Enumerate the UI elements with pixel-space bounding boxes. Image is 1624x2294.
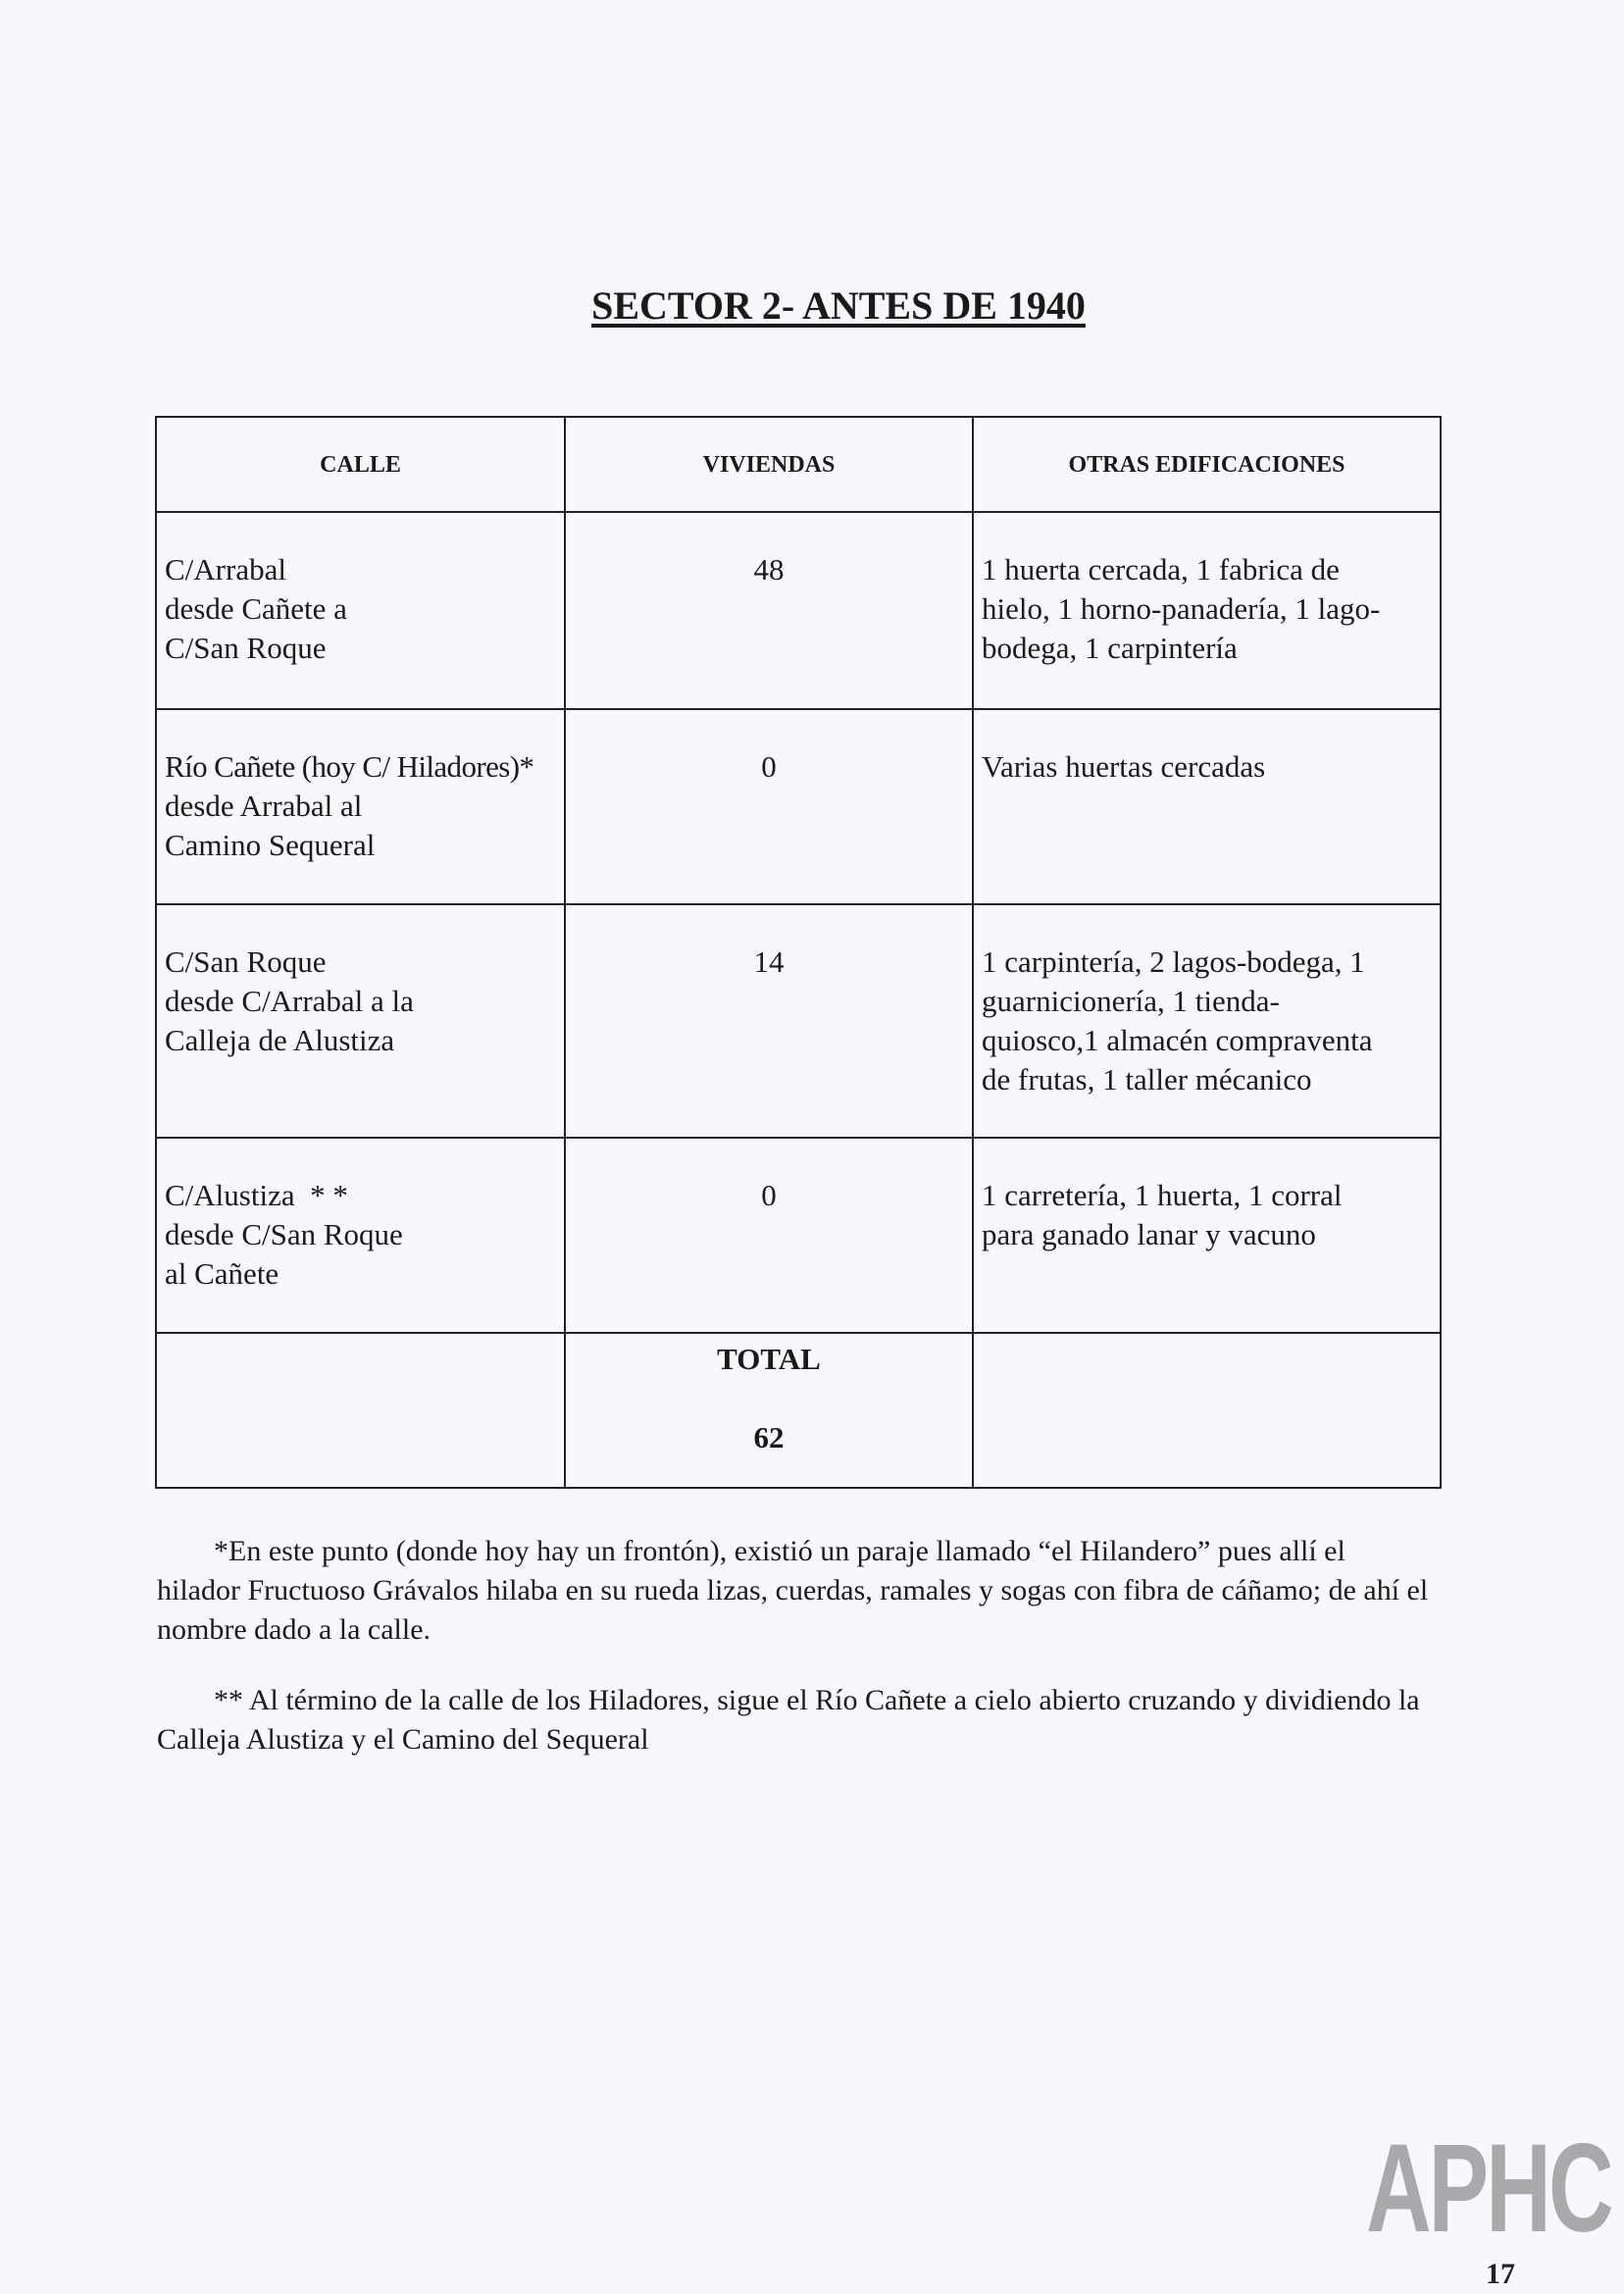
footnote-2: ** Al término de la calle de los Hiladores, sigue el Río Cañete a cielo abierto cruzando y dividiendo la Calleja Alustiza y el Camino del Sequeral [157, 1684, 1420, 1756]
total-label: TOTAL [717, 1342, 821, 1376]
calle-line: C/Alustiza * * [165, 1178, 348, 1212]
header-otras: OTRAS EDIFICACIONES [973, 417, 1441, 512]
header-calle: CALLE [156, 417, 565, 512]
table-row [156, 512, 1441, 709]
calle-line: C/San Roque [165, 631, 327, 665]
page-number: 17 [1486, 2258, 1515, 2290]
cell-total [565, 1333, 973, 1488]
cell-otras: 1 carretería, 1 huerta, 1 corral para ganado lanar y vacuno [973, 1138, 1441, 1333]
cell-viviendas: 14 [565, 904, 973, 1138]
cell-calle [156, 1138, 565, 1333]
calle-line: Camino Sequeral [165, 828, 376, 862]
calle-line: C/Arrabal [165, 552, 286, 586]
calle-line: Calleja de Alustiza [165, 1023, 395, 1057]
page-title: SECTOR 2- ANTES DE 1940 [591, 283, 1086, 328]
cell-viviendas: 48 [565, 512, 973, 709]
table-row [156, 709, 1441, 904]
table-row [156, 904, 1441, 1138]
calle-line: desde C/San Roque [165, 1217, 403, 1251]
calle-line: desde C/Arrabal a la [165, 984, 414, 1018]
sector-table [155, 416, 1442, 1489]
table-header [156, 417, 1441, 512]
table-row [156, 1138, 1441, 1333]
total-row [156, 1333, 1441, 1488]
footnote-1: *En este punto (donde hoy hay un frontón), existió un paraje llamado “el Hilandero” pues allí el hilador Fructuoso Grávalos hilaba en su rueda lizas, cuerdas, ramales y sogas con fibra de cáñamo; de ahí el nombre dado a la calle. [157, 1535, 1429, 1646]
calle-line: desde Arrabal al [165, 789, 363, 823]
calle-line: Río Cañete (hoy C/ Hiladores)* [165, 749, 534, 784]
cell-viviendas: 0 [565, 709, 973, 904]
cell-empty [973, 1333, 1441, 1488]
cell-calle [156, 904, 565, 1138]
cell-otras: Varias huertas cercadas [973, 709, 1441, 904]
header-viviendas: VIVIENDAS [565, 417, 973, 512]
aphc-logo: APHC [1366, 2118, 1611, 2259]
cell-calle [156, 709, 565, 904]
cell-empty [156, 1333, 565, 1488]
calle-line: desde Cañete a [165, 591, 347, 626]
calle-line: C/San Roque [165, 944, 327, 979]
cell-viviendas: 0 [565, 1138, 973, 1333]
cell-calle [156, 512, 565, 709]
cell-otras: 1 huerta cercada, 1 fabrica de hielo, 1 horno-panadería, 1 lago-bodega, 1 carpintería [973, 512, 1441, 709]
calle-line: al Cañete [165, 1256, 279, 1291]
cell-otras: 1 carpintería, 2 lagos-bodega, 1 guarnicionería, 1 tienda-quiosco,1 almacén compraventa de frutas, 1 taller mécanico [973, 904, 1441, 1138]
total-value: 62 [753, 1420, 785, 1454]
